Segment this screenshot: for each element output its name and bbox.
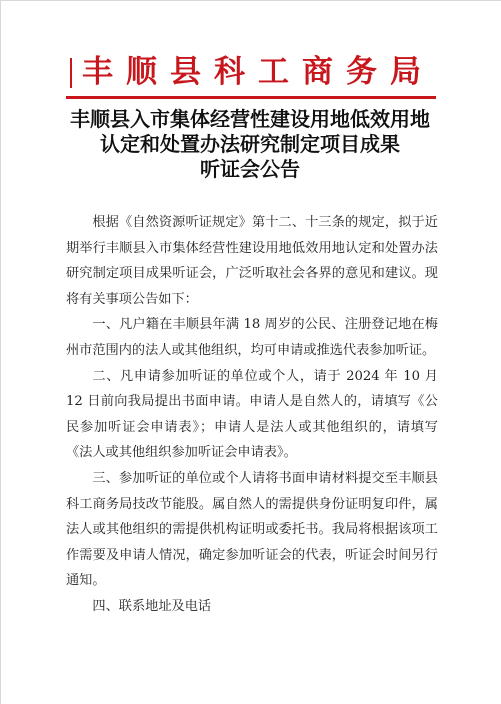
item-1-paragraph: 一、凡户籍在丰顺县年满 18 周岁的公民、注册登记地在梅州市范围内的法人或其他组织，均可申请或推选代表参加听证。	[66, 317, 438, 358]
title-line-1: 丰顺县入市集体经营性建设用地低效用地	[70, 107, 430, 131]
page-edge	[0, 0, 501, 1]
intro-paragraph: 根据《自然资源听证规定》第十二、十三条的规定，拟于近期举行丰顺县入市集体经营性建设用地低效用地认定和处置办法研究制定项目成果听证会，广泛听取社会各界的意见和建议。现将有关事项公告如下：	[66, 215, 438, 307]
letterhead-red-rule	[66, 96, 436, 99]
letterhead-mark	[70, 58, 72, 88]
item-2-paragraph: 二、凡申请参加听证的单位或个人，请于 2024 年 10 月 12 日前向我局提出书面申请。申请人是自然人的，请填写《公民参加听证会申请表》；申请人是法人或其他组织的，请填写《法人或其他组织参加听证会申请表》。	[66, 368, 438, 461]
document-body	[66, 210, 438, 620]
title-line-3: 听证会公告	[200, 157, 300, 181]
item-3-paragraph: 三、参加听证的单位或个人请将书面申请材料提交至丰顺县科工商务局技改节能股。属自然人的需提供身份证明复印件，属法人或其他组织的需提供机构证明或委托书。我局将根据该项工作需要及申请人情况，确定参加听证会的代表，听证会时间另行通知。	[66, 470, 438, 589]
letterhead	[70, 44, 450, 96]
page-edge	[0, 0, 1, 704]
letterhead-org-name: 丰顺县科工商务局	[82, 54, 434, 90]
item-4-paragraph: 四、联系地址及电话	[92, 598, 212, 614]
title-line-2: 认定和处置办法研究制定项目成果	[100, 132, 400, 156]
document-title	[60, 107, 440, 182]
